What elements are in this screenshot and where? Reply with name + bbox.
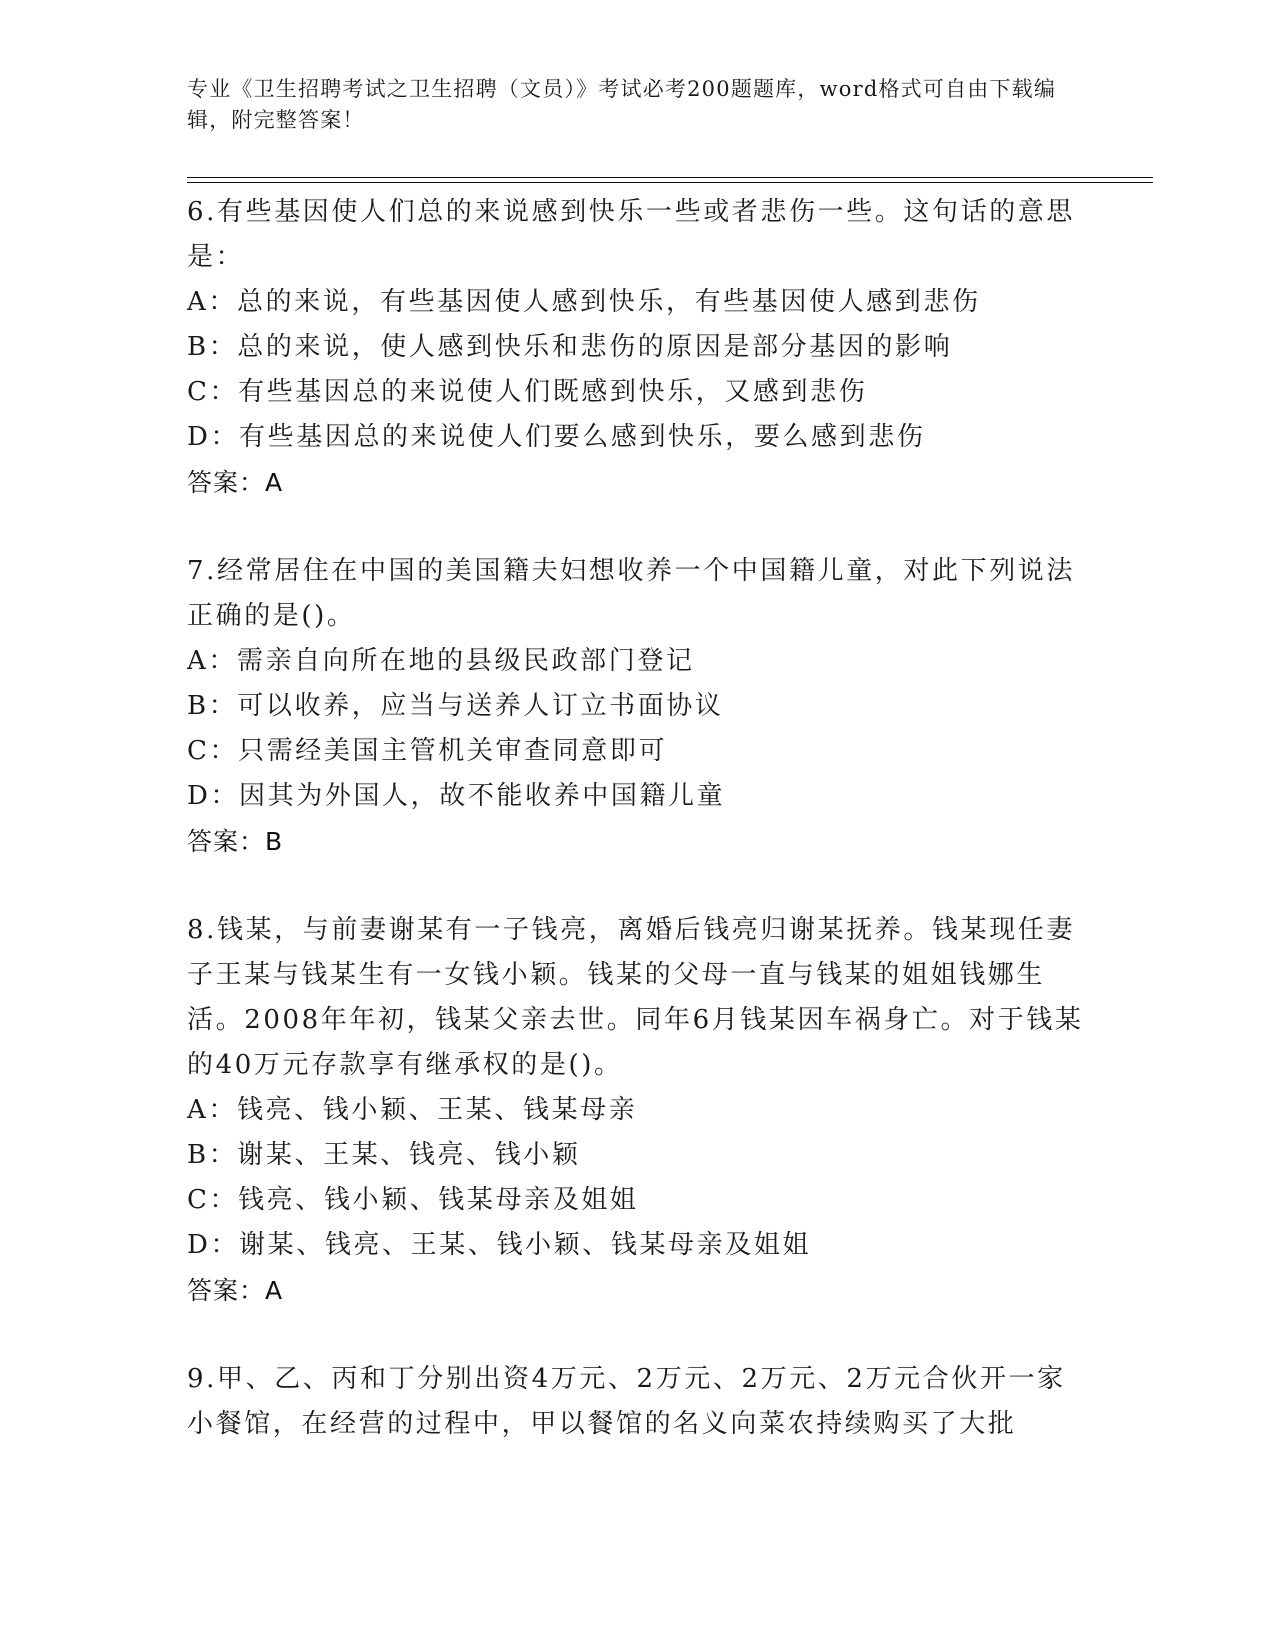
answer-line: 答案：B <box>187 827 284 856</box>
question-9 <box>187 1357 1087 1447</box>
option-c: C：有些基因总的来说使人们既感到快乐，又感到悲伤 <box>187 377 868 407</box>
option-d: D：谢某、钱亮、王某、钱小颖、钱某母亲及姐姐 <box>187 1230 812 1260</box>
option-b: B：可以收养，应当与送养人订立书面协议 <box>187 691 724 721</box>
option-b: B：谢某、王某、钱亮、钱小颖 <box>187 1140 581 1170</box>
question-stem: 9.甲、乙、丙和丁分别出资4万元、2万元、2万元、2万元合伙开一家小餐馆，在经营的过程中，甲以餐馆的名义向菜农持续购买了大批 <box>187 1364 1066 1439</box>
option-b: B：总的来说，使人感到快乐和悲伤的原因是部分基因的影响 <box>187 332 953 362</box>
option-a: A：总的来说，有些基因使人感到快乐，有些基因使人感到悲伤 <box>187 287 981 317</box>
option-d: D：有些基因总的来说使人们要么感到快乐，要么感到悲伤 <box>187 422 926 452</box>
question-7 <box>187 549 1087 864</box>
option-a: A：钱亮、钱小颖、王某、钱某母亲 <box>187 1095 638 1125</box>
answer-line: 答案：A <box>187 468 284 497</box>
option-a: A：需亲自向所在地的县级民政部门登记 <box>187 646 695 676</box>
document-header <box>187 74 1087 136</box>
header-rule-top <box>187 177 1153 178</box>
option-d: D：因其为外国人，故不能收养中国籍儿童 <box>187 781 726 811</box>
question-stem: 6.有些基因使人们总的来说感到快乐一些或者悲伤一些。这句话的意思是： <box>187 197 1076 272</box>
question-8 <box>187 908 1087 1313</box>
question-6 <box>187 190 1087 505</box>
header-text: 专业《卫生招聘考试之卫生招聘（文员）》考试必考200题题库，word格式可自由下载编辑，附完整答案！ <box>187 77 1057 132</box>
question-list <box>187 190 1087 1491</box>
header-rule-bottom <box>187 182 1153 183</box>
question-stem: 7.经常居住在中国的美国籍夫妇想收养一个中国籍儿童，对此下列说法正确的是()。 <box>187 556 1076 631</box>
option-c: C：钱亮、钱小颖、钱某母亲及姐姐 <box>187 1185 639 1215</box>
answer-line: 答案：A <box>187 1276 284 1305</box>
option-c: C：只需经美国主管机关审查同意即可 <box>187 736 668 766</box>
question-stem: 8.钱某，与前妻谢某有一子钱亮，离婚后钱亮归谢某抚养。钱某现任妻子王某与钱某生有一女钱小颖。钱某的父母一直与钱某的姐姐钱娜生活。2008年年初，钱某父亲去世。同年6月钱某因车祸身亡。对于钱某的40万元存款享有继承权的是()。 <box>187 915 1084 1080</box>
